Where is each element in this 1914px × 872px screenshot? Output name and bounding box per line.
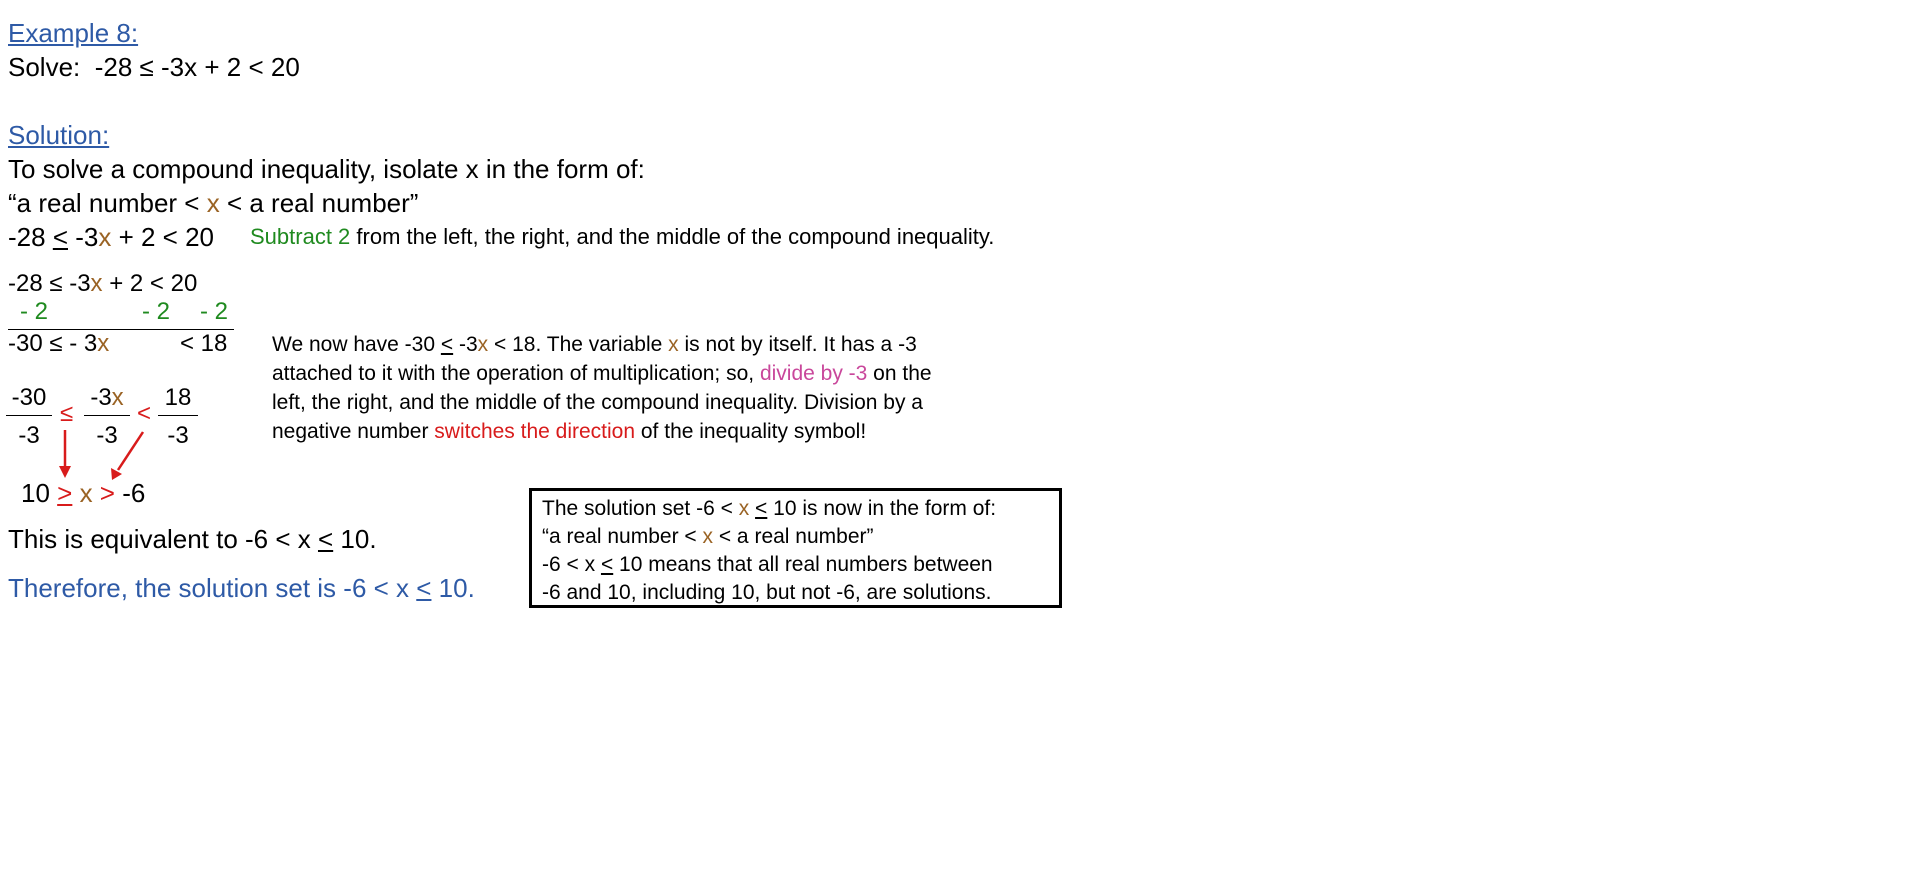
therefore-a: Therefore, the solution set is -6 < x	[8, 573, 417, 603]
box-line1	[542, 495, 1049, 523]
example-heading: Example 8:	[8, 18, 139, 48]
le-symbol: <	[440, 333, 454, 356]
subtract-left: - 2	[20, 298, 49, 325]
text: 10 is now in the form of:	[767, 497, 997, 520]
text: -3	[453, 333, 478, 356]
variable-x: x	[477, 333, 489, 356]
le-symbol: <	[52, 222, 68, 252]
explanation-line2	[272, 359, 932, 388]
le-symbol: <	[755, 497, 768, 520]
le-symbol: <	[416, 573, 432, 603]
coef: -3	[90, 384, 112, 411]
subtract-middle: - 2	[142, 298, 171, 325]
ineq-part-c: + 2 < 20	[111, 222, 214, 252]
ge-symbol: >	[57, 478, 73, 508]
text: on the	[867, 362, 932, 385]
intro-text-a: “a real number <	[8, 188, 207, 218]
result-left: 10	[21, 478, 58, 508]
switch-direction-note: switches the direction	[434, 420, 636, 443]
division-op2: <	[137, 400, 152, 427]
variable-x: x	[702, 525, 713, 548]
problem-expression: -28 ≤ -3x + 2 < 20	[94, 52, 300, 82]
fraction-middle-denominator: -3	[96, 422, 118, 449]
text: < a real number”	[713, 525, 874, 548]
fraction-right-denominator: -3	[167, 422, 189, 449]
equivalent-b: 10.	[333, 524, 377, 554]
variable-x: x	[111, 384, 124, 411]
text: The solution set -6 <	[542, 497, 739, 520]
fraction-right	[158, 384, 198, 450]
arrow-down-right-icon	[111, 432, 143, 480]
arrow-down-left-icon	[59, 430, 71, 478]
step1-note-rest: from the left, the right, and the middle of the compound inequality.	[350, 224, 995, 249]
subtract-right: - 2	[200, 298, 229, 325]
fraction-left-denominator: -3	[18, 422, 40, 449]
switch-direction-arrows	[40, 428, 160, 484]
intro-text-b: < a real number”	[219, 188, 419, 218]
box-line2	[542, 523, 1049, 551]
solution-intro-line1: To solve a compound inequality, isolate x in the form of:	[8, 154, 645, 184]
text: is not by itself. It has a -3	[678, 333, 917, 356]
explanation-line3: left, the right, and the middle of the compound inequality. Division by a	[272, 391, 923, 414]
equivalent-a: This is equivalent to -6 < x	[8, 524, 318, 554]
equivalent-line	[8, 524, 377, 554]
step1-inequality	[8, 222, 214, 252]
work-row1-a: -28 ≤ -3	[8, 270, 91, 297]
text: 10 means that all real numbers between	[613, 553, 993, 576]
explanation-line1	[272, 330, 932, 359]
variable-x: x	[90, 270, 103, 297]
variable-x: x	[97, 330, 110, 357]
variable-x: x	[738, 497, 750, 520]
divide-by-note: divide by -3	[759, 362, 868, 385]
explanation-paragraph	[272, 330, 932, 446]
text: attached to it with the operation of multiplication; so,	[272, 362, 760, 385]
variable-x: x	[668, 333, 679, 356]
work-row1-b: + 2 < 20	[102, 270, 198, 297]
ineq-part-b: -3	[68, 222, 99, 252]
work-row1	[8, 270, 197, 298]
box-line4: -6 and 10, including 10, but not -6, are solutions.	[542, 581, 992, 604]
le-symbol: <	[317, 524, 334, 554]
le-symbol: <	[600, 553, 614, 576]
explanation-line4	[272, 417, 932, 446]
text: of the inequality symbol!	[635, 420, 867, 443]
variable-x: x	[98, 222, 112, 252]
text: -6 < x	[542, 553, 601, 576]
solution-intro-line2	[8, 188, 418, 218]
ineq-part-a: -28	[8, 222, 53, 252]
solution-set-box	[529, 488, 1062, 608]
work-row3	[8, 330, 109, 358]
fraction-right-numerator: 18	[158, 384, 198, 416]
flipped-result	[21, 478, 145, 508]
text: We now have -30	[272, 333, 441, 356]
therefore-b: 10.	[431, 573, 475, 603]
gt-symbol: >	[99, 478, 115, 508]
work-row3-a: -30 ≤ - 3	[8, 330, 98, 357]
therefore-line	[8, 573, 475, 603]
fraction-left-numerator: -30	[6, 384, 52, 416]
step1-note	[250, 224, 994, 250]
box-line3	[542, 551, 1049, 579]
solve-label: Solve:	[8, 52, 81, 82]
solution-heading: Solution:	[8, 120, 110, 150]
text: “a real number <	[542, 525, 703, 548]
work-row3-right: < 18	[180, 330, 228, 357]
fraction-middle-numerator	[84, 384, 130, 416]
division-op1: ≤	[60, 400, 74, 427]
variable-x: x	[72, 478, 100, 508]
subtract-2-note: Subtract 2	[250, 224, 351, 249]
problem-statement	[8, 52, 300, 82]
result-right: -6	[114, 478, 146, 508]
text: negative number	[272, 420, 435, 443]
variable-x: x	[206, 188, 220, 218]
text: < 18. The variable	[488, 333, 669, 356]
